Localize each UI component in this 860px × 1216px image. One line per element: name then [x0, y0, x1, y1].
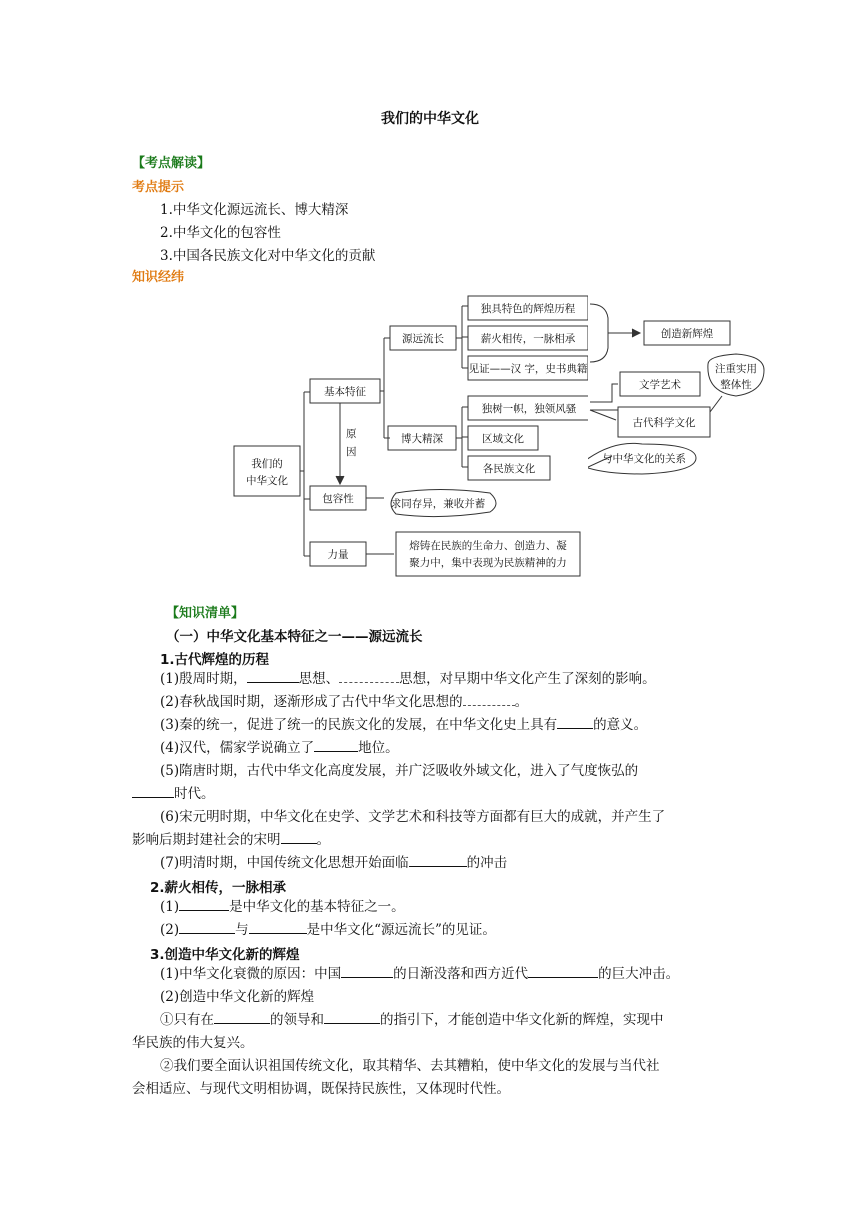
kaodian-tishi-heading: 考点提示 — [132, 180, 185, 195]
node-yuzhonghua: 与中华文化的关系 — [602, 453, 686, 465]
line-n2: (2)创造中华文化新的辉煌 — [160, 989, 315, 1005]
node-rongzhu-line2: 聚力中，集中表现为民族精神的力 — [409, 557, 567, 569]
line-4: (4)汉代，儒家学说确立了 地位。 — [160, 737, 399, 760]
line-6b: 影响后期封建社会的宋明 。 — [132, 829, 330, 852]
node-chuangzao: 创造新辉煌 — [660, 328, 714, 340]
blank — [324, 1009, 380, 1024]
node-dushu: 独树一帜，独领风骚 — [481, 403, 577, 415]
line-m2: (2) 与 是中华文化“源远流长”的见证。 — [160, 919, 496, 942]
node-boda: 博大精深 — [401, 433, 443, 445]
blank — [132, 783, 174, 798]
line-n3b: 华民族的伟大复兴。 — [132, 1035, 254, 1051]
line-n3a: ①只有在 的领导和 的指引下，才能创造中华文化新的辉煌，实现中 — [160, 1009, 664, 1032]
page-title: 我们的中华文化 — [381, 111, 479, 127]
blank — [179, 896, 229, 911]
part1-heading: （一）中华文化基本特征之一——源远流长 — [166, 629, 423, 645]
node-dujuteshe: 独具特色的辉煌历程 — [480, 303, 576, 315]
line-2: (2)春秋战国时期，逐渐形成了古代中华文化思想的 。 — [160, 691, 528, 714]
node-rongzhu-line1: 熔铸在民族的生命力、创造力、凝 — [409, 540, 567, 552]
node-yuanyin-line2: 因 — [346, 446, 357, 458]
blank — [409, 852, 467, 867]
line-n1: (1)中华文化衰微的原因：中国 的日渐没落和西方近代 的巨大冲击。 — [160, 963, 679, 986]
diagram-labels — [246, 302, 588, 569]
node-jiben: 基本特征 — [324, 386, 366, 398]
blank — [179, 919, 235, 934]
node-zhuzhong-line2: 整体性 — [720, 379, 752, 391]
node-root-line2: 中华文化 — [246, 475, 288, 487]
node-qiutong: 求同存异，兼收并蓄 — [390, 498, 486, 510]
point-2: 2.中华文化的包容性 — [160, 225, 281, 241]
node-liliang: 力量 — [327, 549, 349, 561]
blank — [281, 829, 317, 844]
node-gudaikexue: 古代科学文化 — [632, 417, 696, 429]
h3-heading: 3.创造中华文化新的辉煌 — [150, 947, 300, 963]
line-n4a: ②我们要全面认识祖国传统文化，取其精华、去其糟粕，使中华文化的发展与当代社 — [160, 1058, 660, 1074]
line-3: (3)秦的统一，促进了统一的民族文化的发展，在中华文化史上具有 的意义。 — [160, 714, 647, 737]
line-7: (7)明清时期，中国传统文化思想开始面临 的冲击 — [160, 852, 507, 875]
blank — [249, 919, 307, 934]
knowledge-map-diagram-right — [588, 292, 788, 482]
node-jianzheng: 见证——汉 字，史书典籍 — [468, 363, 588, 375]
node-wenxue: 文学艺术 — [639, 379, 681, 391]
blank — [528, 963, 598, 978]
section-zhishi-qingdan: 【知识清单】 — [166, 606, 245, 621]
line-n4b: 会相适应、与现代文明相协调，既保持民族性，又体现时代性。 — [132, 1081, 510, 1097]
section-kaodian-jiedu: 【考点解读】 — [132, 156, 211, 171]
node-geminzu: 各民族文化 — [482, 463, 536, 475]
line-6a: (6)宋元明时期，中华文化在史学、文学艺术和科技等方面都有巨大的成就，并产生了 — [160, 809, 666, 825]
line-5b: 时代。 — [132, 783, 215, 806]
blank — [341, 963, 393, 978]
h2-heading: 2.薪火相传，一脉相承 — [150, 880, 287, 896]
knowledge-map-diagram — [228, 292, 588, 582]
node-yuanyin-line1: 原 — [346, 428, 357, 440]
blank — [214, 1009, 270, 1024]
blank — [339, 668, 399, 683]
point-1: 1.中华文化源远流长、博大精深 — [160, 202, 349, 218]
node-xinhuo: 薪火相传，一脉相承 — [480, 333, 576, 345]
h1-heading: 1.古代辉煌的历程 — [160, 652, 270, 668]
zhishi-jingwei-heading: 知识经纬 — [132, 270, 185, 285]
line-1: (1)殷周时期， 思想、 思想，对早期中华文化产生了深刻的影响。 — [160, 668, 656, 691]
blank — [463, 691, 515, 706]
blank — [557, 714, 593, 729]
point-3: 3.中国各民族文化对中华文化的贡献 — [160, 248, 376, 264]
line-m1: (1) 是中华文化的基本特征之一。 — [160, 896, 405, 919]
node-quyu: 区域文化 — [482, 433, 524, 445]
node-zhuzhong-line1: 注重实用 — [715, 363, 757, 375]
node-yuanyuan: 源远流长 — [402, 333, 444, 345]
line-5a: (5)隋唐时期，古代中华文化高度发展，并广泛吸收外域文化，进入了气度恢弘的 — [160, 763, 639, 779]
node-root-line1: 我们的 — [251, 458, 283, 470]
blank — [247, 668, 299, 683]
blank — [314, 737, 358, 752]
node-root-box — [234, 446, 300, 496]
node-baorong: 包容性 — [322, 493, 354, 505]
